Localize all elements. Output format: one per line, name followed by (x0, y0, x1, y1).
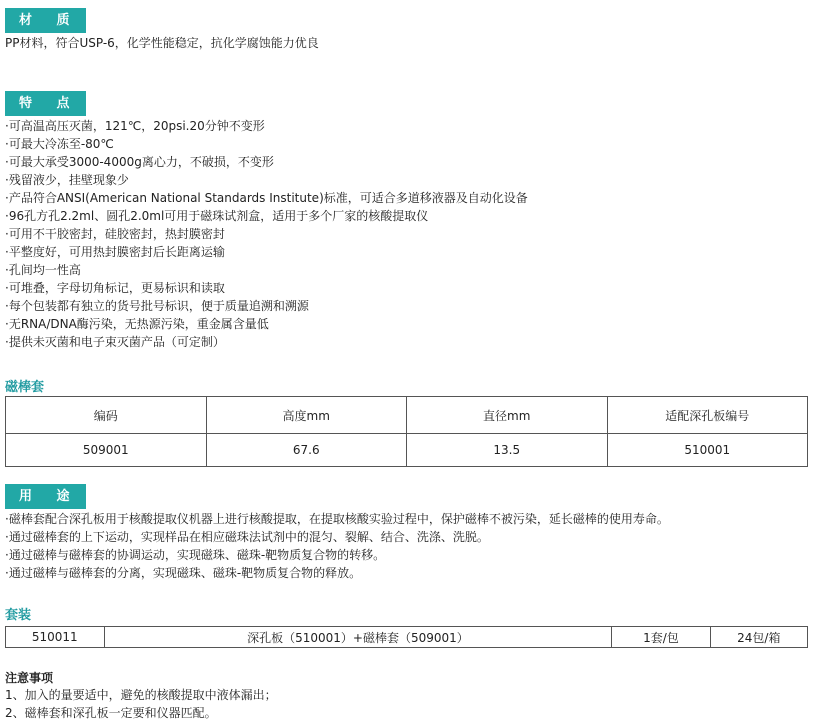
feature-item: ·无RNA/DNA酶污染，无热源污染，重金属含量低 (5, 317, 269, 331)
table-row (6, 434, 808, 467)
table-header-row (6, 397, 808, 434)
feature-item: ·残留液少，挂壁现象少 (5, 173, 129, 187)
note-item: 2、磁棒套和深孔板一定要和仪器匹配。 (5, 706, 217, 720)
table-cell: 深孔板（510001）+磁棒套（509001） (104, 627, 612, 648)
feature-item: ·96孔方孔2.2ml、圆孔2.0ml可用于磁珠试剂盒，适用于多个厂家的核酸提取仪 (5, 209, 429, 223)
feature-item: ·可最大承受3000-4000g离心力，不破损，不变形 (5, 155, 274, 169)
note-item: 1、加入的量要适中，避免的核酸提取中液体漏出； (5, 688, 277, 702)
sleeve-table (5, 396, 808, 467)
feature-item: ·可堆叠，字母切角标记，更易标识和读取 (5, 281, 225, 295)
usage-item: ·通过磁棒套的上下运动，实现样品在相应磁珠法试剂中的混匀、裂解、结合、洗涤、洗脱。 (5, 530, 489, 544)
feature-item: ·可用不干胶密封，硅胶密封，热封膜密封 (5, 227, 225, 241)
feature-item: ·提供未灭菌和电子束灭菌产品（可定制） (5, 335, 225, 349)
column-header: 编码 (6, 397, 207, 434)
table-cell: 510011 (6, 627, 105, 648)
usage-item: ·通过磁棒与磁棒套的协调运动，实现磁珠、磁珠-靶物质复合物的转移。 (5, 548, 386, 562)
sleeve-heading: 磁棒套 (5, 380, 45, 395)
feature-item: ·可高温高压灭菌，121℃，20psi.20分钟不变形 (5, 119, 265, 133)
feature-item: ·可最大冷冻至-80℃ (5, 137, 114, 151)
usage-badge: 用 途 (5, 484, 86, 509)
column-header: 直径mm (407, 397, 608, 434)
table-cell: 67.6 (206, 434, 407, 467)
table-row (6, 627, 808, 648)
feature-item: ·每个包装都有独立的货号批号标识，便于质量追溯和溯源 (5, 299, 309, 313)
table-cell: 13.5 (407, 434, 608, 467)
features-badge: 特 点 (5, 91, 86, 116)
feature-item: ·孔间均一性高 (5, 263, 81, 277)
notes-title: 注意事项 (5, 671, 54, 685)
material-badge: 材 质 (5, 8, 86, 33)
feature-item: ·平整度好，可用热封膜密封后长距离运输 (5, 245, 225, 259)
usage-item: ·磁棒套配合深孔板用于核酸提取仪机器上进行核酸提取，在提取核酸实验过程中，保护磁棒不被污染，延长磁棒的使用寿命。 (5, 512, 669, 526)
kit-table (5, 626, 808, 648)
column-header: 高度mm (206, 397, 407, 434)
usage-item: ·通过磁棒与磁棒套的分离，实现磁珠、磁珠-靶物质复合物的释放。 (5, 566, 362, 580)
table-cell: 509001 (6, 434, 207, 467)
column-header: 适配深孔板编号 (607, 397, 808, 434)
kit-heading: 套装 (5, 608, 32, 623)
feature-item: ·产品符合ANSI(American National Standards Institute)标准，可适合多道移液器及自动化设备 (5, 191, 528, 205)
table-cell: 24包/箱 (710, 627, 807, 648)
material-text: PP材料，符合USP-6，化学性能稳定，抗化学腐蚀能力优良 (5, 36, 319, 50)
table-cell: 510001 (607, 434, 808, 467)
table-cell: 1套/包 (612, 627, 710, 648)
